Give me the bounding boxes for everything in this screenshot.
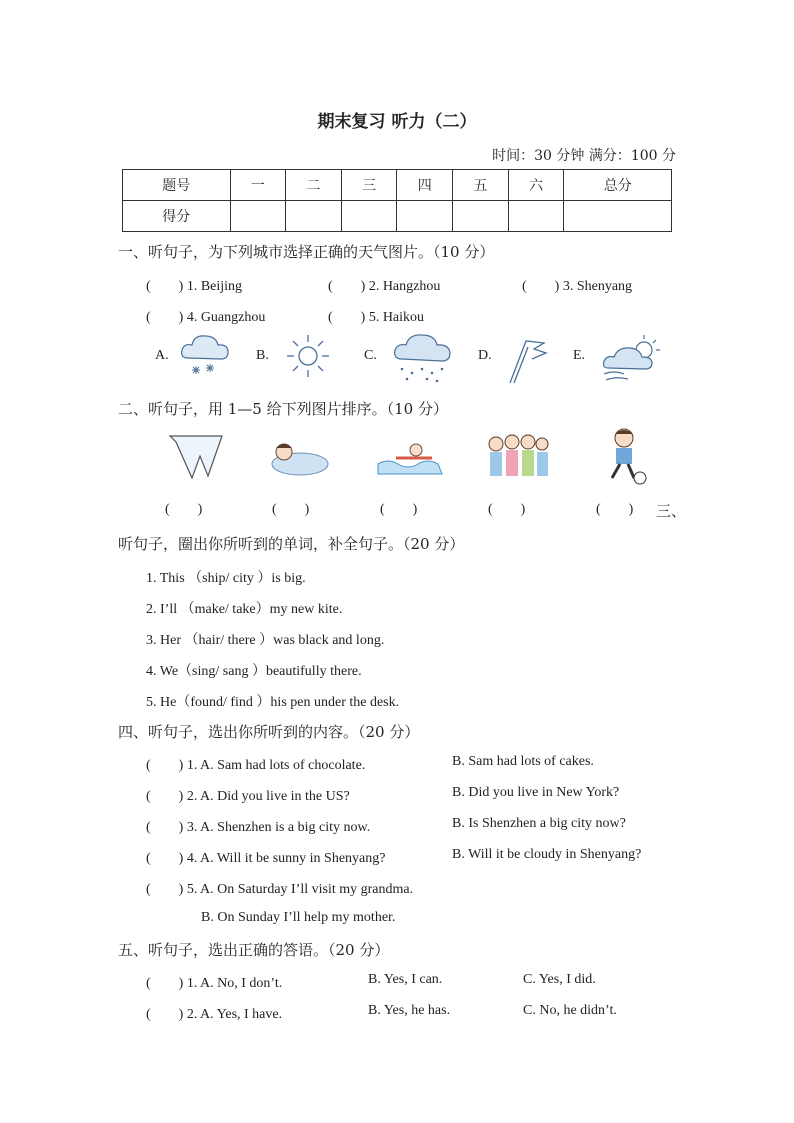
sec1-item: ( ) 1. Beijing	[146, 279, 243, 294]
snow-cloud-icon	[178, 330, 232, 380]
sec4-option-b: B. Will it be cloudy in Shenyang?	[452, 847, 642, 862]
score-table-score-row	[123, 201, 672, 232]
option-label: E.	[573, 348, 586, 363]
sec4-option-b: B. Did you live in New York?	[452, 785, 620, 800]
score-header-cell: 总分	[564, 170, 672, 201]
swimming-child-icon	[376, 438, 446, 478]
section-1-heading: 一、听句子，为下列城市选择正确的天气图片。（10 分）	[118, 243, 495, 261]
boy-football-icon	[594, 426, 652, 486]
option-label: A.	[155, 348, 169, 363]
score-table-header-row	[123, 170, 672, 201]
score-input-cell[interactable]	[230, 201, 286, 232]
sec1-item: ( ) 5. Haikou	[328, 310, 425, 325]
sec2-blank[interactable]: ( )	[596, 502, 634, 517]
sec3-item: 1. This （ship/ city ）is big.	[146, 571, 306, 586]
sec4-option-a: ( ) 5. A. On Saturday I’ll visit my grandma.	[146, 882, 414, 897]
sec4-option-b: B. Is Shenzhen a big city now?	[452, 816, 626, 831]
sec4-option-b: B. On Sunday I’ll help my mother.	[201, 910, 396, 925]
sleeping-child-icon	[266, 434, 330, 478]
sun-icon	[285, 333, 331, 379]
sec3-item: 5. He（found/ find ）his pen under the desk.	[146, 695, 400, 710]
sec3-item: 2. I’ll （make/ take）my new kite.	[146, 602, 343, 617]
sec1-item: ( ) 4. Guangzhou	[146, 310, 266, 325]
score-input-cell[interactable]	[453, 201, 509, 232]
score-header-cell: 五	[453, 170, 509, 201]
score-header-cell: 二	[286, 170, 342, 201]
score-header-cell: 四	[397, 170, 453, 201]
score-row-label: 得分	[123, 201, 231, 232]
score-header-cell: 六	[508, 170, 564, 201]
sec2-blank[interactable]: ( )	[380, 502, 418, 517]
option-label: D.	[478, 348, 492, 363]
sec5-option-a: ( ) 2. A. Yes, I have.	[146, 1007, 283, 1022]
sec3-item: 3. Her （hair/ there ）was black and long.	[146, 633, 385, 648]
score-input-cell[interactable]	[286, 201, 342, 232]
sec4-option-a: ( ) 2. A. Did you live in the US?	[146, 789, 350, 804]
sec1-item: ( ) 2. Hangzhou	[328, 279, 441, 294]
sec5-option-b: B. Yes, I can.	[368, 972, 443, 987]
score-input-cell[interactable]	[341, 201, 397, 232]
score-header-cell: 三	[341, 170, 397, 201]
score-header-cell: 题号	[123, 170, 231, 201]
sec2-blank[interactable]: ( )	[488, 502, 526, 517]
sec3-item: 4. We（sing/ sang ）beautifully there.	[146, 664, 362, 679]
score-table	[122, 169, 672, 232]
rain-cloud-icon	[392, 331, 454, 385]
zigzag-icon	[168, 432, 224, 480]
sec2-blank[interactable]: ( )	[272, 502, 310, 517]
sec2-blank[interactable]: ( )	[165, 502, 203, 517]
score-input-cell[interactable]	[397, 201, 453, 232]
page-title: 期末复习 听力（二）	[317, 112, 477, 132]
sec5-option-b: B. Yes, he has.	[368, 1003, 451, 1018]
section-2-heading: 二、听句子，用 1—5 给下列图片排序。（10 分）	[118, 400, 448, 418]
section-3-heading: 听句子，圈出你所听到的单词，补全句子。（20 分）	[118, 535, 465, 553]
wind-flag-icon	[504, 337, 548, 385]
sec4-option-a: ( ) 1. A. Sam had lots of chocolate.	[146, 758, 366, 773]
sec5-option-c: C. Yes, I did.	[523, 972, 596, 987]
score-input-cell[interactable]	[508, 201, 564, 232]
exam-meta: 时间：30 分钟 满分：100 分	[492, 148, 676, 164]
section-3-prefix: 三、	[656, 502, 687, 520]
sec5-option-c: C. No, he didn’t.	[523, 1003, 617, 1018]
girls-group-icon	[484, 432, 550, 480]
sec1-item: ( ) 3. Shenyang	[522, 279, 633, 294]
sec4-option-b: B. Sam had lots of cakes.	[452, 754, 594, 769]
sec4-option-a: ( ) 4. A. Will it be sunny in Shenyang?	[146, 851, 386, 866]
cloudy-windy-icon	[600, 332, 664, 384]
option-label: B.	[256, 348, 269, 363]
sec4-option-a: ( ) 3. A. Shenzhen is a big city now.	[146, 820, 371, 835]
section-4-heading: 四、听句子，选出你所听到的内容。（20 分）	[118, 723, 420, 741]
section-5-heading: 五、听句子，选出正确的答语。（20 分）	[118, 941, 390, 959]
score-input-cell[interactable]	[564, 201, 672, 232]
sec5-option-a: ( ) 1. A. No, I don’t.	[146, 976, 283, 991]
option-label: C.	[364, 348, 377, 363]
score-header-cell: 一	[230, 170, 286, 201]
